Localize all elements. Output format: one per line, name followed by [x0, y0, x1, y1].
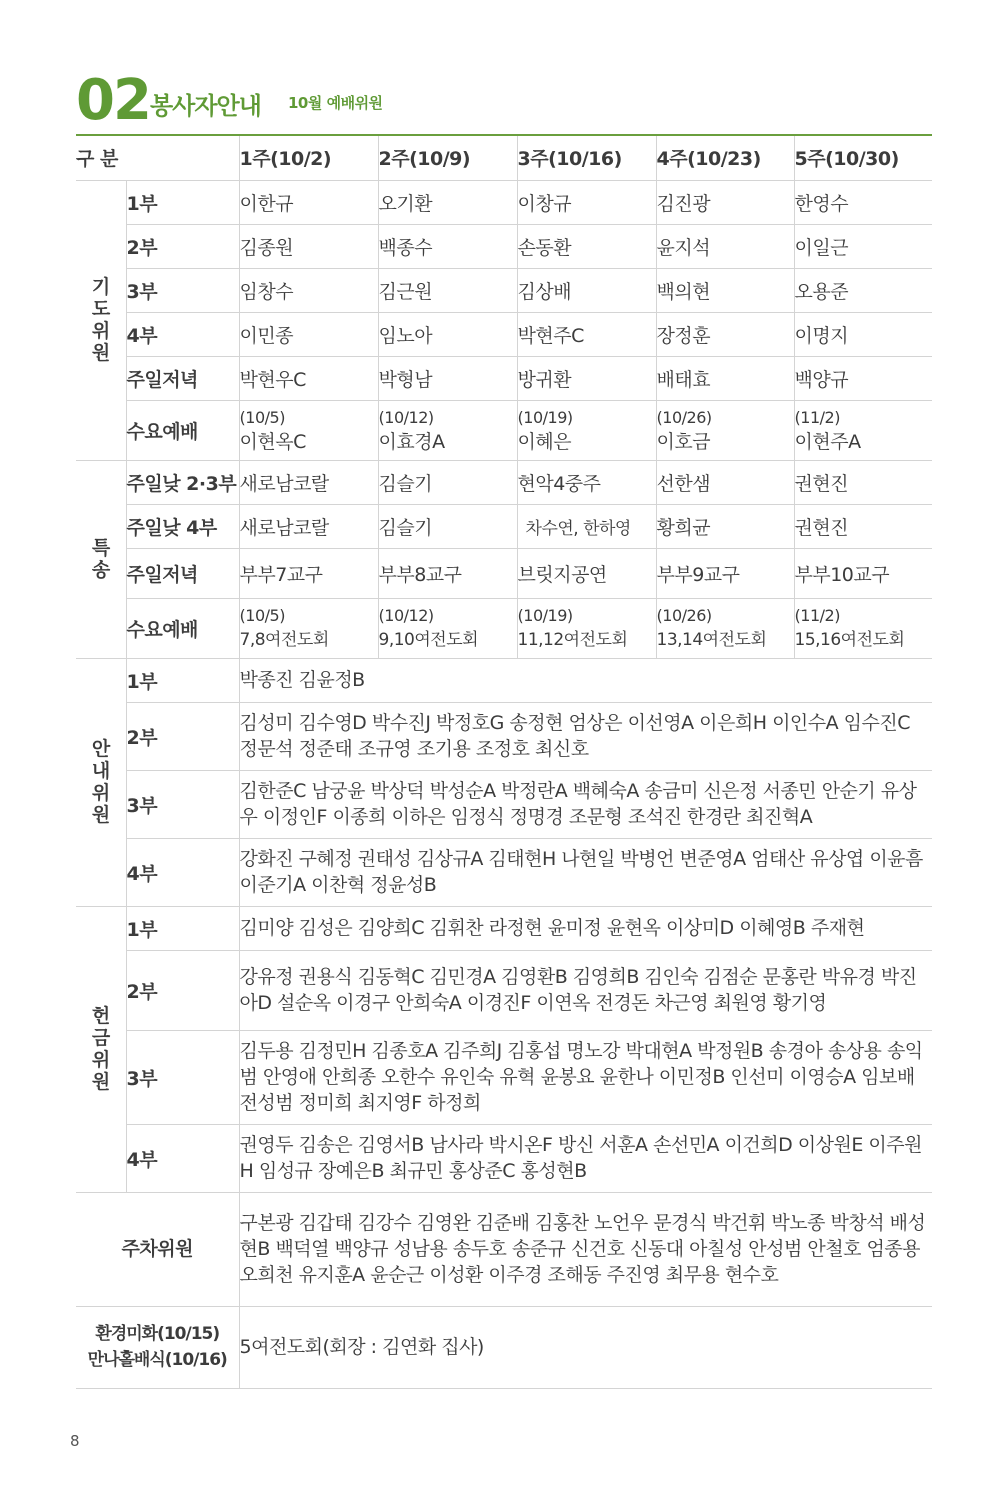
cell: 김한준C 남궁윤 박상덕 박성순A 박정란A 백혜숙A 송금미 신은정 서종민 안순기 유상우 이정인F 이종희 이하은 임정식 정명경 조문형 조석진 한경란 최진혁A	[239, 770, 932, 838]
cell: 김슬기	[378, 504, 517, 548]
cell: 브릿지공연	[517, 548, 656, 598]
header-week3: 3주(10/16)	[517, 136, 656, 180]
cell: 김상배	[517, 268, 656, 312]
cell: (11/2) 이현주A	[794, 400, 932, 460]
row-label: 주일낮 4부	[126, 504, 239, 548]
cell: 방귀환	[517, 356, 656, 400]
cell: 오기환	[378, 180, 517, 224]
cell: 김슬기	[378, 460, 517, 504]
cell: (10/26) 이호금	[656, 400, 794, 460]
category-offering: 헌금위원	[76, 906, 126, 1192]
cell: (11/2) 15,16여전도회	[794, 598, 932, 658]
cell: 박종진 김윤정B	[239, 658, 932, 702]
table-row	[76, 658, 932, 702]
category-environment: 환경미화(10/15) 만나홀배식(10/16)	[76, 1306, 239, 1388]
row-label: 주일저녁	[126, 548, 239, 598]
header-week1: 1주(10/2)	[239, 136, 378, 180]
cell: 김두용 김정민H 김종호A 김주희J 김홍섭 명노강 박대현A 박정원B 송경아 송상용 송익범 안영애 안희종 오한수 유인숙 유혁 윤봉요 윤한나 이민정B 인선미 이영승A 임보배 전성범 정미희 최지영F 하정희	[239, 1030, 932, 1124]
cell: (10/5) 이현옥C	[239, 400, 378, 460]
table-row	[76, 1124, 932, 1192]
cell: 5여전도회(회장 : 김연화 집사)	[239, 1306, 932, 1388]
section-title: 봉사자안내	[150, 92, 261, 120]
row-label: 4부	[126, 838, 239, 906]
table-row	[76, 598, 932, 658]
cell: (10/19) 이혜은	[517, 400, 656, 460]
cell: 부부10교구	[794, 548, 932, 598]
cell: 선한샘	[656, 460, 794, 504]
table-row	[76, 906, 932, 950]
table-row	[76, 400, 932, 460]
table-row	[76, 702, 932, 770]
row-label: 수요예배	[126, 400, 239, 460]
cell: 김종원	[239, 224, 378, 268]
cell: 황희균	[656, 504, 794, 548]
cell: 부부8교구	[378, 548, 517, 598]
section-subtitle: 10월 예배위원	[288, 94, 383, 112]
volunteer-table	[76, 136, 932, 1389]
cell: (10/19) 11,12여전도회	[517, 598, 656, 658]
row-label: 3부	[126, 268, 239, 312]
cell: 차수연, 한하영	[517, 504, 656, 548]
row-label: 2부	[126, 224, 239, 268]
header-category: 구 분	[76, 136, 239, 180]
header-week4: 4주(10/23)	[656, 136, 794, 180]
header-week5: 5주(10/30)	[794, 136, 932, 180]
row-label: 2부	[126, 702, 239, 770]
table-row	[76, 548, 932, 598]
cell: 권현진	[794, 460, 932, 504]
table-row	[76, 268, 932, 312]
row-label: 1부	[126, 906, 239, 950]
cell: 임창수	[239, 268, 378, 312]
row-label: 4부	[126, 1124, 239, 1192]
row-label: 주일저녁	[126, 356, 239, 400]
cell: 백의현	[656, 268, 794, 312]
category-special: 특송	[76, 460, 126, 658]
table-row	[76, 356, 932, 400]
cell: (10/26) 13,14여전도회	[656, 598, 794, 658]
cell: 현악4중주	[517, 460, 656, 504]
cell: 강유정 권용식 김동혁C 김민경A 김영환B 김영희B 김인숙 김점순 문홍란 박유경 박진아D 설순옥 이경구 안희숙A 이경진F 이연옥 전경돈 차근영 최원영 황기영	[239, 950, 932, 1030]
cell: 부부7교구	[239, 548, 378, 598]
cell: 이창규	[517, 180, 656, 224]
cell: 강화진 구혜정 권태성 김상규A 김태현H 나현일 박병언 변준영A 엄태산 유상엽 이윤흠 이준기A 이찬혁 정윤성B	[239, 838, 932, 906]
row-label: 수요예배	[126, 598, 239, 658]
table-header-row	[76, 136, 932, 180]
cell: 장정훈	[656, 312, 794, 356]
table-row	[76, 950, 932, 1030]
category-prayer: 기도위원	[76, 180, 126, 460]
page-number: 8	[70, 1432, 80, 1450]
cell: 임노아	[378, 312, 517, 356]
table-row	[76, 180, 932, 224]
table-row	[76, 770, 932, 838]
cell: (10/12) 9,10여전도회	[378, 598, 517, 658]
cell: 백종수	[378, 224, 517, 268]
cell: 부부9교구	[656, 548, 794, 598]
row-label: 3부	[126, 770, 239, 838]
cell: 김성미 김수영D 박수진J 박정호G 송정현 엄상은 이선영A 이은희H 이인수A 임수진C 정문석 정준태 조규영 조기용 조정호 최신호	[239, 702, 932, 770]
cell: 구본광 김갑태 김강수 김영완 김준배 김홍찬 노언우 문경식 박건휘 박노종 박창석 배성현B 백덕열 백양규 성남용 송두호 송준규 신건호 신동대 아칠성 안성범 안철호 엄종용 오희천 유지훈A 윤순근 이성환 이주경 조해동 주진영 최무용 현수호	[239, 1192, 932, 1306]
row-label: 주일낮 2·3부	[126, 460, 239, 504]
cell: (10/5) 7,8여전도회	[239, 598, 378, 658]
table-row	[76, 838, 932, 906]
cell: (10/12) 이효경A	[378, 400, 517, 460]
cell: 새로남코랄	[239, 460, 378, 504]
section-number: 02	[76, 68, 150, 133]
cell: 이명지	[794, 312, 932, 356]
cell: 김근원	[378, 268, 517, 312]
category-usher: 안내위원	[76, 658, 126, 906]
row-label: 4부	[126, 312, 239, 356]
cell: 김미양 김성은 김양희C 김휘찬 라정현 윤미정 윤현옥 이상미D 이혜영B 주재현	[239, 906, 932, 950]
cell: 박형남	[378, 356, 517, 400]
cell: 한영수	[794, 180, 932, 224]
table-row	[76, 460, 932, 504]
cell: 권현진	[794, 504, 932, 548]
cell: 백양규	[794, 356, 932, 400]
cell: 윤지석	[656, 224, 794, 268]
cell: 새로남코랄	[239, 504, 378, 548]
cell: 박현우C	[239, 356, 378, 400]
cell: 오용준	[794, 268, 932, 312]
cell: 배태효	[656, 356, 794, 400]
table-row	[76, 504, 932, 548]
cell: 이한규	[239, 180, 378, 224]
row-label: 1부	[126, 180, 239, 224]
header-week2: 2주(10/9)	[378, 136, 517, 180]
cell: 이민종	[239, 312, 378, 356]
cell: 손동환	[517, 224, 656, 268]
cell: 이일근	[794, 224, 932, 268]
table-row	[76, 1030, 932, 1124]
table-row	[76, 1306, 932, 1388]
row-label: 1부	[126, 658, 239, 702]
table-row	[76, 312, 932, 356]
cell: 김진광	[656, 180, 794, 224]
cell: 박현주C	[517, 312, 656, 356]
category-parking: 주차위원	[76, 1192, 239, 1306]
row-label: 3부	[126, 1030, 239, 1124]
table-row	[76, 1192, 932, 1306]
cell: 권영두 김송은 김영서B 남사라 박시온F 방신 서훈A 손선민A 이건희D 이상원E 이주원H 임성규 장예은B 최규민 홍상준C 홍성현B	[239, 1124, 932, 1192]
table-row	[76, 224, 932, 268]
row-label: 2부	[126, 950, 239, 1030]
